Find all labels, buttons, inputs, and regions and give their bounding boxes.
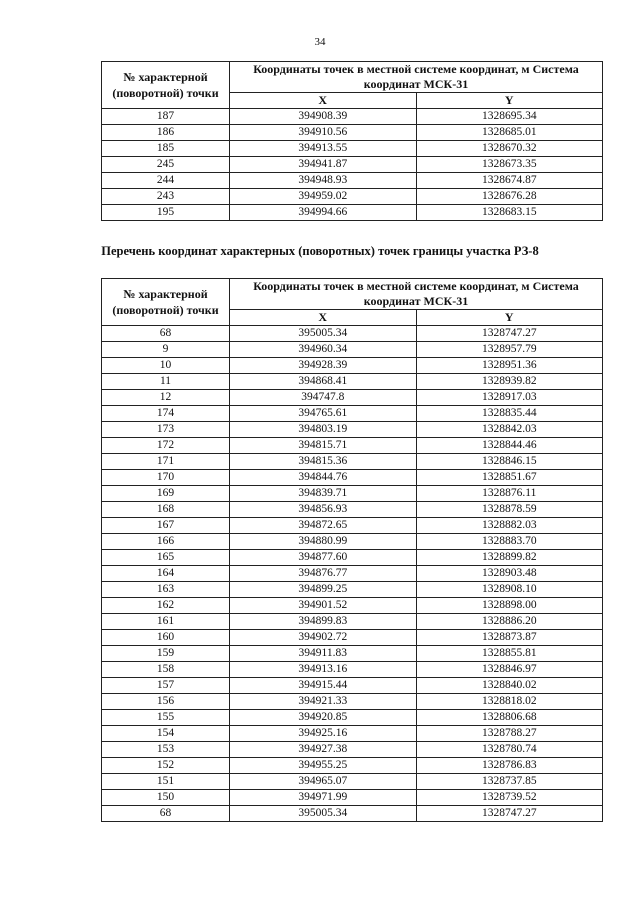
table-row bbox=[102, 662, 603, 678]
x-coordinate-cell: 394913.55 bbox=[230, 141, 417, 157]
x-coordinate-cell: 394877.60 bbox=[230, 550, 417, 566]
table-row bbox=[102, 157, 603, 173]
table-1-body bbox=[102, 109, 603, 221]
x-coordinate-cell: 394876.77 bbox=[230, 566, 417, 582]
x-coordinate-cell: 394971.99 bbox=[230, 790, 417, 806]
y-coordinate-cell: 1328818.02 bbox=[416, 694, 603, 710]
point-number-cell: 167 bbox=[102, 518, 230, 534]
y-coordinate-cell: 1328695.34 bbox=[416, 109, 603, 125]
point-number-cell: 165 bbox=[102, 550, 230, 566]
y-coordinate-cell: 1328842.03 bbox=[416, 422, 603, 438]
point-number-cell: 245 bbox=[102, 157, 230, 173]
point-number-cell: 12 bbox=[102, 390, 230, 406]
table-row bbox=[102, 406, 603, 422]
x-coordinate-cell: 394880.99 bbox=[230, 534, 417, 550]
x-coordinate-cell: 394910.56 bbox=[230, 125, 417, 141]
point-number-cell: 162 bbox=[102, 598, 230, 614]
x-coordinate-cell: 394959.02 bbox=[230, 189, 417, 205]
table-row bbox=[102, 726, 603, 742]
x-coordinate-cell: 394868.41 bbox=[230, 374, 417, 390]
table-row bbox=[102, 342, 603, 358]
point-number-cell: 244 bbox=[102, 173, 230, 189]
y-coordinate-cell: 1328876.11 bbox=[416, 486, 603, 502]
y-column-header: Y bbox=[416, 310, 603, 326]
table-row bbox=[102, 189, 603, 205]
x-coordinate-cell: 394902.72 bbox=[230, 630, 417, 646]
table-row bbox=[102, 502, 603, 518]
table-row bbox=[102, 454, 603, 470]
y-coordinate-cell: 1328676.28 bbox=[416, 189, 603, 205]
x-coordinate-cell: 395005.34 bbox=[230, 806, 417, 822]
x-coordinate-cell: 394839.71 bbox=[230, 486, 417, 502]
x-coordinate-cell: 395005.34 bbox=[230, 326, 417, 342]
point-number-cell: 156 bbox=[102, 694, 230, 710]
x-coordinate-cell: 394872.65 bbox=[230, 518, 417, 534]
y-coordinate-cell: 1328835.44 bbox=[416, 406, 603, 422]
table-row bbox=[102, 694, 603, 710]
table-row bbox=[102, 790, 603, 806]
y-coordinate-cell: 1328898.00 bbox=[416, 598, 603, 614]
y-coordinate-cell: 1328780.74 bbox=[416, 742, 603, 758]
x-coordinate-cell: 394899.25 bbox=[230, 582, 417, 598]
y-coordinate-cell: 1328737.85 bbox=[416, 774, 603, 790]
point-number-header: № характерной (поворотной) точки bbox=[102, 62, 230, 109]
point-number-cell: 187 bbox=[102, 109, 230, 125]
point-number-cell: 195 bbox=[102, 205, 230, 221]
point-number-cell: 185 bbox=[102, 141, 230, 157]
point-number-cell: 161 bbox=[102, 614, 230, 630]
x-coordinate-cell: 394928.39 bbox=[230, 358, 417, 374]
y-coordinate-cell: 1328873.87 bbox=[416, 630, 603, 646]
coordinates-header: Координаты точек в местной системе координат, м Система координат МСК-31 bbox=[230, 62, 603, 93]
point-number-cell: 152 bbox=[102, 758, 230, 774]
table-row bbox=[102, 518, 603, 534]
x-coordinate-cell: 394925.16 bbox=[230, 726, 417, 742]
table-row bbox=[102, 173, 603, 189]
point-number-cell: 171 bbox=[102, 454, 230, 470]
y-coordinate-cell: 1328939.82 bbox=[416, 374, 603, 390]
x-coordinate-cell: 394927.38 bbox=[230, 742, 417, 758]
x-coordinate-cell: 394911.83 bbox=[230, 646, 417, 662]
point-number-cell: 173 bbox=[102, 422, 230, 438]
y-coordinate-cell: 1328673.35 bbox=[416, 157, 603, 173]
y-coordinate-cell: 1328683.15 bbox=[416, 205, 603, 221]
point-number-cell: 154 bbox=[102, 726, 230, 742]
y-coordinate-cell: 1328886.20 bbox=[416, 614, 603, 630]
y-coordinate-cell: 1328917.03 bbox=[416, 390, 603, 406]
x-coordinate-cell: 394765.61 bbox=[230, 406, 417, 422]
table-row bbox=[102, 806, 603, 822]
x-coordinate-cell: 394921.33 bbox=[230, 694, 417, 710]
table-row bbox=[102, 205, 603, 221]
y-coordinate-cell: 1328685.01 bbox=[416, 125, 603, 141]
point-number-cell: 159 bbox=[102, 646, 230, 662]
y-coordinate-cell: 1328674.87 bbox=[416, 173, 603, 189]
point-number-cell: 160 bbox=[102, 630, 230, 646]
point-number-cell: 169 bbox=[102, 486, 230, 502]
point-number-cell: 186 bbox=[102, 125, 230, 141]
x-coordinate-cell: 394815.36 bbox=[230, 454, 417, 470]
table-row bbox=[102, 646, 603, 662]
point-number-cell: 155 bbox=[102, 710, 230, 726]
x-coordinate-cell: 394965.07 bbox=[230, 774, 417, 790]
x-coordinate-cell: 394948.93 bbox=[230, 173, 417, 189]
x-coordinate-cell: 394960.34 bbox=[230, 342, 417, 358]
x-column-header: X bbox=[230, 310, 417, 326]
y-coordinate-cell: 1328786.83 bbox=[416, 758, 603, 774]
table-row bbox=[102, 109, 603, 125]
y-coordinate-cell: 1328846.15 bbox=[416, 454, 603, 470]
table-row bbox=[102, 678, 603, 694]
table-row bbox=[102, 614, 603, 630]
table-row bbox=[102, 758, 603, 774]
table-row bbox=[102, 710, 603, 726]
table-row bbox=[102, 582, 603, 598]
y-coordinate-cell: 1328883.70 bbox=[416, 534, 603, 550]
point-number-cell: 172 bbox=[102, 438, 230, 454]
y-coordinate-cell: 1328788.27 bbox=[416, 726, 603, 742]
point-number-cell: 151 bbox=[102, 774, 230, 790]
y-coordinate-cell: 1328840.02 bbox=[416, 678, 603, 694]
point-number-cell: 150 bbox=[102, 790, 230, 806]
table-row bbox=[102, 598, 603, 614]
y-coordinate-cell: 1328908.10 bbox=[416, 582, 603, 598]
table-row bbox=[102, 374, 603, 390]
x-coordinate-cell: 394913.16 bbox=[230, 662, 417, 678]
y-coordinate-cell: 1328806.68 bbox=[416, 710, 603, 726]
table-2-body bbox=[102, 326, 603, 822]
point-number-cell: 158 bbox=[102, 662, 230, 678]
y-coordinate-cell: 1328846.97 bbox=[416, 662, 603, 678]
x-coordinate-cell: 394899.83 bbox=[230, 614, 417, 630]
x-coordinate-cell: 394844.76 bbox=[230, 470, 417, 486]
table-row bbox=[102, 390, 603, 406]
x-coordinate-cell: 394901.52 bbox=[230, 598, 417, 614]
x-coordinate-cell: 394994.66 bbox=[230, 205, 417, 221]
x-coordinate-cell: 394908.39 bbox=[230, 109, 417, 125]
coordinates-table-2 bbox=[101, 278, 603, 822]
point-number-cell: 10 bbox=[102, 358, 230, 374]
y-coordinate-cell: 1328844.46 bbox=[416, 438, 603, 454]
table-row bbox=[102, 326, 603, 342]
x-coordinate-cell: 394815.71 bbox=[230, 438, 417, 454]
point-number-cell: 170 bbox=[102, 470, 230, 486]
point-number-cell: 9 bbox=[102, 342, 230, 358]
y-coordinate-cell: 1328899.82 bbox=[416, 550, 603, 566]
point-number-cell: 168 bbox=[102, 502, 230, 518]
table-row bbox=[102, 438, 603, 454]
x-column-header: X bbox=[230, 93, 417, 109]
y-coordinate-cell: 1328855.81 bbox=[416, 646, 603, 662]
table-row bbox=[102, 550, 603, 566]
y-column-header: Y bbox=[416, 93, 603, 109]
y-coordinate-cell: 1328747.27 bbox=[416, 326, 603, 342]
table-row bbox=[102, 742, 603, 758]
table-row bbox=[102, 566, 603, 582]
point-number-cell: 68 bbox=[102, 326, 230, 342]
coordinates-header: Координаты точек в местной системе координат, м Система координат МСК-31 bbox=[230, 279, 603, 310]
x-coordinate-cell: 394915.44 bbox=[230, 678, 417, 694]
x-coordinate-cell: 394955.25 bbox=[230, 758, 417, 774]
x-coordinate-cell: 394856.93 bbox=[230, 502, 417, 518]
table-row bbox=[102, 141, 603, 157]
table-row bbox=[102, 774, 603, 790]
point-number-header: № характерной (поворотной) точки bbox=[102, 279, 230, 326]
point-number-cell: 68 bbox=[102, 806, 230, 822]
point-number-cell: 153 bbox=[102, 742, 230, 758]
table-row bbox=[102, 125, 603, 141]
y-coordinate-cell: 1328747.27 bbox=[416, 806, 603, 822]
y-coordinate-cell: 1328739.52 bbox=[416, 790, 603, 806]
table-row bbox=[102, 470, 603, 486]
y-coordinate-cell: 1328878.59 bbox=[416, 502, 603, 518]
y-coordinate-cell: 1328903.48 bbox=[416, 566, 603, 582]
table-row bbox=[102, 486, 603, 502]
y-coordinate-cell: 1328882.03 bbox=[416, 518, 603, 534]
table-row bbox=[102, 422, 603, 438]
section-title: Перечень координат характерных (поворотных) точек границы участка РЗ-8 bbox=[101, 244, 539, 258]
point-number-cell: 157 bbox=[102, 678, 230, 694]
point-number-cell: 166 bbox=[102, 534, 230, 550]
point-number-cell: 174 bbox=[102, 406, 230, 422]
page-number: 34 bbox=[314, 36, 326, 48]
point-number-cell: 243 bbox=[102, 189, 230, 205]
point-number-cell: 11 bbox=[102, 374, 230, 390]
table-row bbox=[102, 534, 603, 550]
coordinates-table-1 bbox=[101, 61, 603, 221]
y-coordinate-cell: 1328670.32 bbox=[416, 141, 603, 157]
y-coordinate-cell: 1328851.67 bbox=[416, 470, 603, 486]
x-coordinate-cell: 394803.19 bbox=[230, 422, 417, 438]
point-number-cell: 164 bbox=[102, 566, 230, 582]
x-coordinate-cell: 394941.87 bbox=[230, 157, 417, 173]
table-row bbox=[102, 630, 603, 646]
point-number-cell: 163 bbox=[102, 582, 230, 598]
x-coordinate-cell: 394920.85 bbox=[230, 710, 417, 726]
y-coordinate-cell: 1328957.79 bbox=[416, 342, 603, 358]
y-coordinate-cell: 1328951.36 bbox=[416, 358, 603, 374]
x-coordinate-cell: 394747.8 bbox=[230, 390, 417, 406]
table-row bbox=[102, 358, 603, 374]
